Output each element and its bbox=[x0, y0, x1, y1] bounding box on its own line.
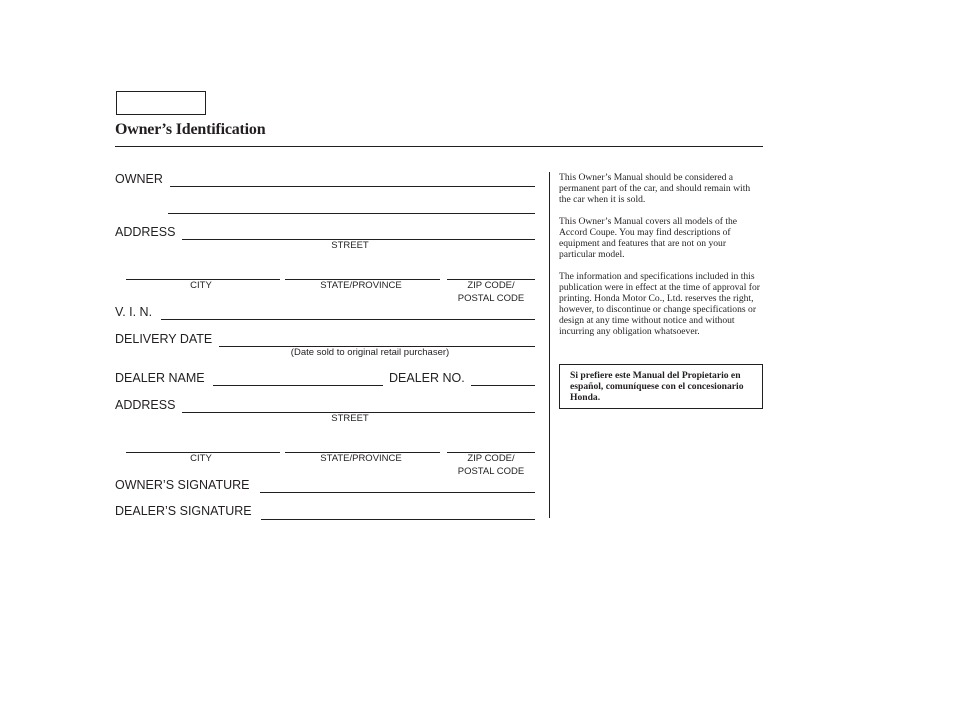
owner-label: OWNER bbox=[115, 172, 163, 186]
street-caption: STREET bbox=[331, 240, 369, 251]
owner-field-line-2[interactable] bbox=[168, 213, 535, 214]
dealer-street-caption: STREET bbox=[331, 413, 369, 424]
dealer-signature-line[interactable] bbox=[261, 519, 535, 520]
dealer-name-line[interactable] bbox=[213, 385, 383, 386]
note-models-covered: This Owner’s Manual covers all models of the Accord Coupe. You may find descriptions of equipment and features that are not on your particular model. bbox=[559, 216, 738, 260]
delivery-date-label: DELIVERY DATE bbox=[115, 332, 213, 346]
dealer-no-label: DEALER NO. bbox=[389, 371, 465, 385]
zip-caption-line1: ZIP CODE/ bbox=[467, 280, 515, 291]
dealer-name-label: DEALER NAME bbox=[115, 371, 205, 385]
section-tab-box bbox=[116, 91, 206, 115]
dealer-address-label: ADDRESS bbox=[115, 398, 176, 412]
page-title: Owner’s Identification bbox=[115, 121, 266, 138]
dealer-zip-caption-line1: ZIP CODE/ bbox=[467, 453, 515, 464]
zip-caption-line2: POSTAL CODE bbox=[457, 293, 525, 304]
spanish-notice-box bbox=[559, 364, 763, 409]
dealer-signature-label: DEALER’S SIGNATURE bbox=[115, 504, 252, 518]
city-caption: CITY bbox=[190, 280, 212, 291]
address-label: ADDRESS bbox=[115, 225, 176, 239]
dealer-city-caption: CITY bbox=[190, 453, 212, 464]
delivery-date-caption: (Date sold to original retail purchaser) bbox=[290, 347, 450, 358]
spanish-notice-text: Si prefiere este Manual del Propietario en español, comuníquese con el concesionario Honda. bbox=[570, 370, 744, 403]
vin-label: V. I. N. bbox=[115, 305, 153, 319]
dealer-no-line[interactable] bbox=[471, 385, 535, 386]
note-permanent-part: This Owner’s Manual should be considered a permanent part of the car, and should remain with the car when it is sold. bbox=[559, 172, 751, 205]
note-specifications: The information and specifications included in this publication were in effect at the time of approval for printing. Honda Motor Co., Ltd. reserves the right, however, to discontinue or change specifications or design at any time without notice and without incurring any obligation whatsoever. bbox=[559, 271, 760, 337]
column-divider bbox=[549, 172, 550, 518]
dealer-zip-caption-line2: POSTAL CODE bbox=[457, 466, 525, 477]
owner-field-line[interactable] bbox=[170, 186, 535, 187]
title-rule bbox=[115, 146, 763, 147]
dealer-state-caption: STATE/PROVINCE bbox=[320, 453, 402, 464]
vin-field-line[interactable] bbox=[161, 319, 535, 320]
owner-signature-line[interactable] bbox=[260, 492, 535, 493]
state-caption: STATE/PROVINCE bbox=[320, 280, 402, 291]
owner-signature-label: OWNER’S SIGNATURE bbox=[115, 478, 250, 492]
